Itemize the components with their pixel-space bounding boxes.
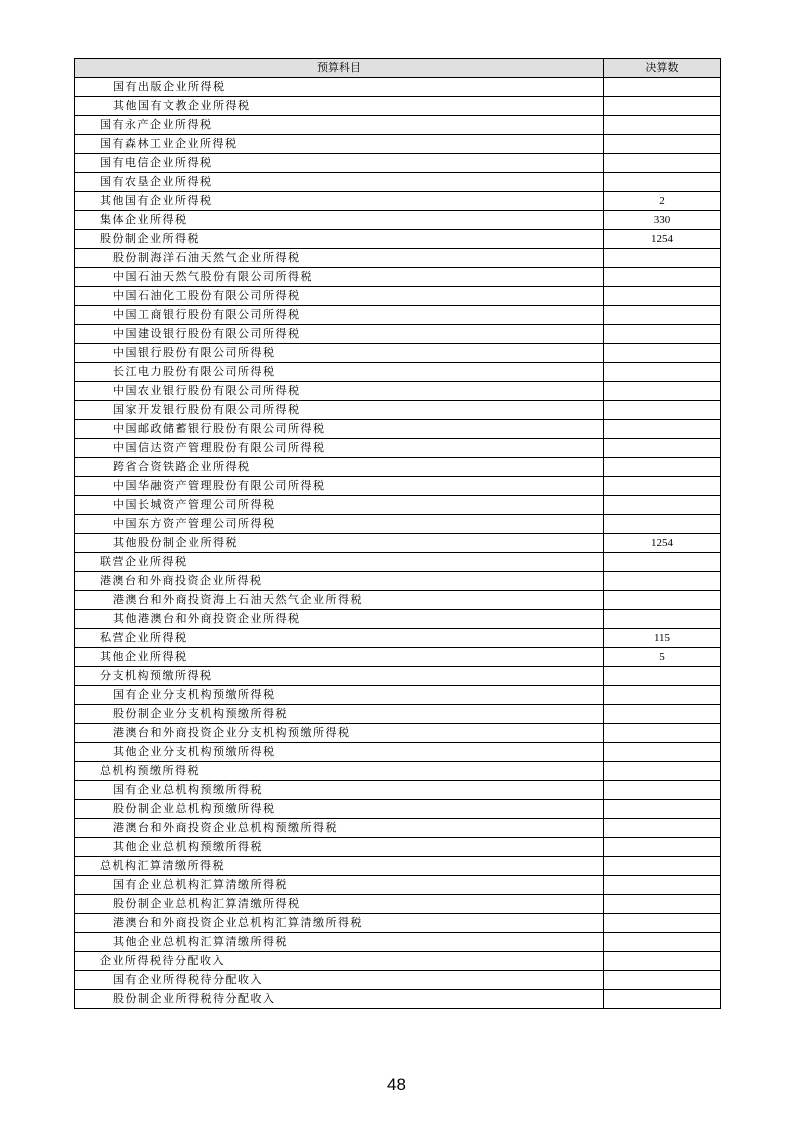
- final-amount-cell: [604, 135, 721, 154]
- header-budget-item: 预算科目: [75, 59, 604, 78]
- table-row: [75, 610, 721, 629]
- budget-item-cell: 股份制企业所得税待分配收入: [75, 990, 604, 1009]
- budget-item-cell: 中国工商银行股份有限公司所得税: [75, 306, 604, 325]
- final-amount-cell: [604, 306, 721, 325]
- final-amount-cell: [604, 952, 721, 971]
- table-row: [75, 192, 721, 211]
- budget-item-cell: 港澳台和外商投资企业总机构汇算清缴所得税: [75, 914, 604, 933]
- budget-item-cell: 国有企业总机构预缴所得税: [75, 781, 604, 800]
- table-row: [75, 515, 721, 534]
- table-row: [75, 591, 721, 610]
- table-row: [75, 895, 721, 914]
- budget-item-cell: 港澳台和外商投资企业总机构预缴所得税: [75, 819, 604, 838]
- final-amount-cell: 330: [604, 211, 721, 230]
- page-number: 48: [387, 1075, 406, 1094]
- table-row: [75, 876, 721, 895]
- table-row: [75, 971, 721, 990]
- budget-item-cell: 中国信达资产管理股份有限公司所得税: [75, 439, 604, 458]
- table-row: [75, 990, 721, 1009]
- table-header-row: [75, 59, 721, 78]
- budget-item-cell: 港澳台和外商投资企业分支机构预缴所得税: [75, 724, 604, 743]
- final-amount-cell: [604, 363, 721, 382]
- table-row: [75, 762, 721, 781]
- table-row: [75, 211, 721, 230]
- table-row: [75, 230, 721, 249]
- final-amount-cell: [604, 401, 721, 420]
- final-amount-cell: [604, 515, 721, 534]
- final-amount-cell: [604, 743, 721, 762]
- budget-item-cell: 股份制海洋石油天然气企业所得税: [75, 249, 604, 268]
- table-row: [75, 306, 721, 325]
- final-amount-cell: [604, 591, 721, 610]
- budget-item-cell: 私营企业所得税: [75, 629, 604, 648]
- budget-table: [74, 58, 721, 1009]
- final-amount-cell: [604, 800, 721, 819]
- budget-item-cell: 企业所得税待分配收入: [75, 952, 604, 971]
- final-amount-cell: [604, 287, 721, 306]
- table-row: [75, 629, 721, 648]
- table-row: [75, 705, 721, 724]
- budget-item-cell: 中国东方资产管理公司所得税: [75, 515, 604, 534]
- final-amount-cell: [604, 249, 721, 268]
- table-row: [75, 743, 721, 762]
- budget-item-cell: 国有森林工业企业所得税: [75, 135, 604, 154]
- table-row: [75, 287, 721, 306]
- budget-item-cell: 跨省合资铁路企业所得税: [75, 458, 604, 477]
- table-row: [75, 116, 721, 135]
- final-amount-cell: [604, 990, 721, 1009]
- budget-item-cell: 其他港澳台和外商投资企业所得税: [75, 610, 604, 629]
- final-amount-cell: [604, 895, 721, 914]
- table-row: [75, 249, 721, 268]
- table-row: [75, 439, 721, 458]
- table-row: [75, 325, 721, 344]
- table-row: [75, 344, 721, 363]
- table-row: [75, 420, 721, 439]
- budget-item-cell: 国有出版企业所得税: [75, 78, 604, 97]
- final-amount-cell: [604, 686, 721, 705]
- final-amount-cell: [604, 781, 721, 800]
- table-row: [75, 914, 721, 933]
- final-amount-cell: [604, 154, 721, 173]
- table-row: [75, 686, 721, 705]
- table-row: [75, 382, 721, 401]
- final-amount-cell: 2: [604, 192, 721, 211]
- final-amount-cell: [604, 496, 721, 515]
- final-amount-cell: [604, 116, 721, 135]
- final-amount-cell: [604, 97, 721, 116]
- budget-item-cell: 其他企业总机构汇算清缴所得税: [75, 933, 604, 952]
- budget-item-cell: 股份制企业总机构预缴所得税: [75, 800, 604, 819]
- budget-item-cell: 股份制企业总机构汇算清缴所得税: [75, 895, 604, 914]
- table-row: [75, 952, 721, 971]
- budget-item-cell: 分支机构预缴所得税: [75, 667, 604, 686]
- table-row: [75, 97, 721, 116]
- final-amount-cell: [604, 458, 721, 477]
- header-final-amount: 决算数: [604, 59, 721, 78]
- table-body: [75, 78, 721, 1009]
- budget-item-cell: 其他企业分支机构预缴所得税: [75, 743, 604, 762]
- budget-item-cell: 中国石油化工股份有限公司所得税: [75, 287, 604, 306]
- budget-item-cell: 总机构汇算清缴所得税: [75, 857, 604, 876]
- table-row: [75, 819, 721, 838]
- budget-item-cell: 其他企业总机构预缴所得税: [75, 838, 604, 857]
- budget-item-cell: 其他国有文教企业所得税: [75, 97, 604, 116]
- table-row: [75, 933, 721, 952]
- final-amount-cell: [604, 382, 721, 401]
- budget-item-cell: 中国石油天然气股份有限公司所得税: [75, 268, 604, 287]
- budget-item-cell: 中国华融资产管理股份有限公司所得税: [75, 477, 604, 496]
- final-amount-cell: [604, 724, 721, 743]
- final-amount-cell: [604, 971, 721, 990]
- final-amount-cell: 1254: [604, 230, 721, 249]
- final-amount-cell: [604, 325, 721, 344]
- table-row: [75, 78, 721, 97]
- final-amount-cell: [604, 344, 721, 363]
- final-amount-cell: [604, 173, 721, 192]
- budget-item-cell: 其他股份制企业所得税: [75, 534, 604, 553]
- table-row: [75, 553, 721, 572]
- table-row: [75, 477, 721, 496]
- table-row: [75, 724, 721, 743]
- final-amount-cell: [604, 667, 721, 686]
- budget-item-cell: 国有农垦企业所得税: [75, 173, 604, 192]
- final-amount-cell: [604, 572, 721, 591]
- budget-item-cell: 其他国有企业所得税: [75, 192, 604, 211]
- table-row: [75, 401, 721, 420]
- table-row: [75, 800, 721, 819]
- budget-item-cell: 港澳台和外商投资企业所得税: [75, 572, 604, 591]
- budget-item-cell: 股份制企业分支机构预缴所得税: [75, 705, 604, 724]
- budget-item-cell: 国有企业总机构汇算清缴所得税: [75, 876, 604, 895]
- budget-item-cell: 股份制企业所得税: [75, 230, 604, 249]
- budget-item-cell: 中国邮政储蓄银行股份有限公司所得税: [75, 420, 604, 439]
- final-amount-cell: [604, 610, 721, 629]
- table-row: [75, 534, 721, 553]
- final-amount-cell: [604, 553, 721, 572]
- table-row: [75, 363, 721, 382]
- final-amount-cell: 1254: [604, 534, 721, 553]
- final-amount-cell: [604, 268, 721, 287]
- final-amount-cell: [604, 420, 721, 439]
- budget-item-cell: 其他企业所得税: [75, 648, 604, 667]
- budget-item-cell: 长江电力股份有限公司所得税: [75, 363, 604, 382]
- table-row: [75, 154, 721, 173]
- budget-item-cell: 中国农业银行股份有限公司所得税: [75, 382, 604, 401]
- budget-item-cell: 中国长城资产管理公司所得税: [75, 496, 604, 515]
- budget-item-cell: 集体企业所得税: [75, 211, 604, 230]
- table-row: [75, 667, 721, 686]
- table-row: [75, 496, 721, 515]
- budget-item-cell: 国有企业分支机构预缴所得税: [75, 686, 604, 705]
- final-amount-cell: [604, 819, 721, 838]
- final-amount-cell: [604, 933, 721, 952]
- budget-item-cell: 总机构预缴所得税: [75, 762, 604, 781]
- table-row: [75, 173, 721, 192]
- budget-item-cell: 国有企业所得税待分配收入: [75, 971, 604, 990]
- table-row: [75, 648, 721, 667]
- final-amount-cell: [604, 857, 721, 876]
- final-amount-cell: 115: [604, 629, 721, 648]
- budget-item-cell: 中国银行股份有限公司所得税: [75, 344, 604, 363]
- table-row: [75, 838, 721, 857]
- table-row: [75, 268, 721, 287]
- budget-item-cell: 国有永产企业所得税: [75, 116, 604, 135]
- final-amount-cell: 5: [604, 648, 721, 667]
- final-amount-cell: [604, 838, 721, 857]
- budget-item-cell: 港澳台和外商投资海上石油天然气企业所得税: [75, 591, 604, 610]
- final-amount-cell: [604, 876, 721, 895]
- budget-item-cell: 中国建设银行股份有限公司所得税: [75, 325, 604, 344]
- table-row: [75, 458, 721, 477]
- table-row: [75, 135, 721, 154]
- budget-item-cell: 国家开发银行股份有限公司所得税: [75, 401, 604, 420]
- final-amount-cell: [604, 914, 721, 933]
- table-row: [75, 572, 721, 591]
- final-amount-cell: [604, 477, 721, 496]
- final-amount-cell: [604, 705, 721, 724]
- final-amount-cell: [604, 439, 721, 458]
- table-row: [75, 857, 721, 876]
- budget-item-cell: 联营企业所得税: [75, 553, 604, 572]
- final-amount-cell: [604, 762, 721, 781]
- final-amount-cell: [604, 78, 721, 97]
- budget-item-cell: 国有电信企业所得税: [75, 154, 604, 173]
- table-row: [75, 781, 721, 800]
